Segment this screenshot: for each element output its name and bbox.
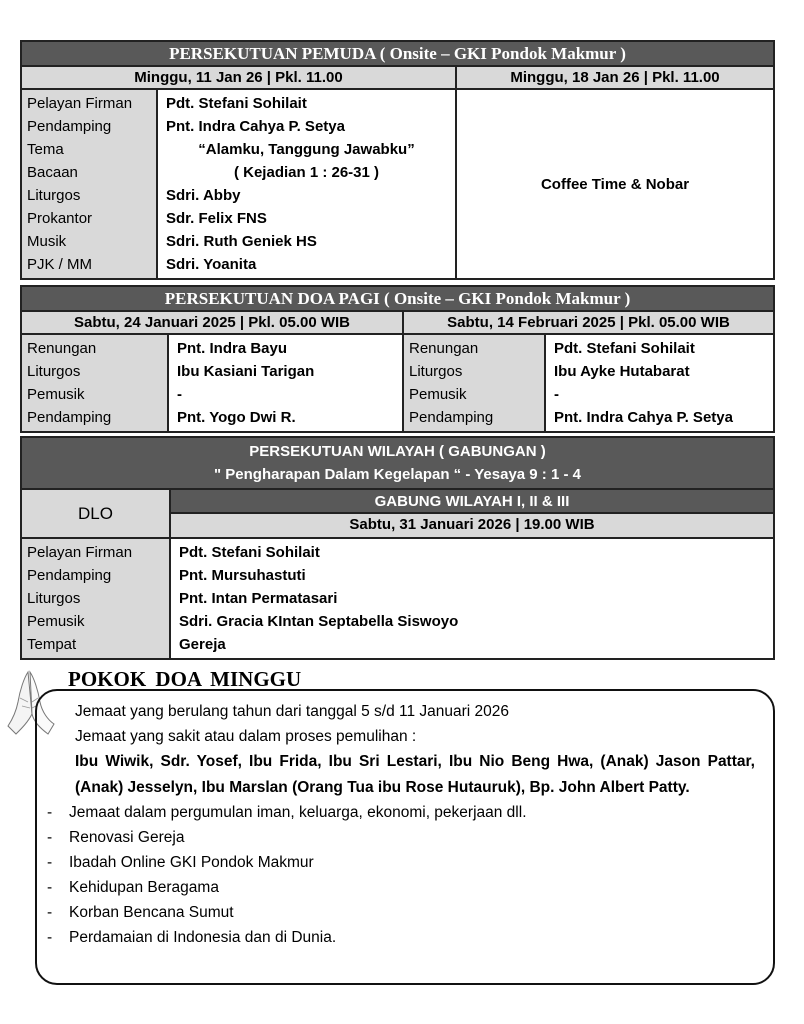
doa-pagi-table bbox=[20, 285, 775, 433]
pemuda-right-event: Coffee Time & Nobar bbox=[540, 175, 690, 193]
birthday-line: Jemaat yang berulang tahun dari tanggal 5 s/d 11 Januari 2026 bbox=[75, 703, 510, 720]
pemuda-title: PERSEKUTUAN PEMUDA ( Onsite – GKI Pondok Makmur ) bbox=[22, 42, 773, 67]
row-label: Liturgos bbox=[27, 187, 81, 204]
row-value: Ibu Ayke Hutabarat bbox=[554, 363, 690, 380]
wilayah-group: GABUNG WILAYAH I, II & III bbox=[171, 490, 773, 514]
row-value: Pdt. Stefani Sohilait bbox=[554, 340, 695, 357]
row-label: Pemusik bbox=[27, 613, 85, 630]
row-label: Tempat bbox=[27, 636, 77, 653]
row-label: Prokantor bbox=[27, 210, 93, 227]
row-value: Pdt. Stefani Sohilait bbox=[166, 95, 307, 112]
pokok-doa-box bbox=[35, 689, 775, 985]
row-value: Sdr. Felix FNS bbox=[166, 210, 267, 227]
prayer-items bbox=[47, 800, 755, 950]
pemuda-date-right: Minggu, 18 Jan 26 | Pkl. 11.00 bbox=[510, 69, 720, 86]
prayer-item bbox=[47, 825, 755, 850]
dlo-label: DLO bbox=[22, 490, 171, 537]
row-value: Sdri. Ruth Geniek HS bbox=[166, 233, 317, 250]
doa-pagi-left-values bbox=[169, 335, 404, 431]
doa-pagi-date-right: Sabtu, 14 Februari 2025 | Pkl. 05.00 WIB bbox=[447, 314, 730, 331]
row-value: Ibu Kasiani Tarigan bbox=[177, 363, 315, 380]
row-value: Pdt. Stefani Sohilait bbox=[179, 544, 320, 561]
row-value: - bbox=[177, 386, 182, 403]
pemuda-dates bbox=[22, 67, 773, 90]
prayer-item bbox=[47, 925, 755, 950]
wilayah-labels bbox=[22, 539, 171, 658]
row-value: Sdri. Yoanita bbox=[166, 256, 257, 273]
row-value: Pnt. Indra Cahya P. Setya bbox=[166, 118, 345, 135]
row-label: Liturgos bbox=[409, 363, 463, 380]
row-label: Pendamping bbox=[27, 409, 112, 426]
pemuda-values bbox=[158, 90, 457, 278]
row-label: Renungan bbox=[27, 340, 97, 357]
row-label: Tema bbox=[27, 141, 64, 158]
row-value: Sdri. Gracia KIntan Septabella Siswoyo bbox=[179, 613, 459, 630]
row-label: Pemusik bbox=[409, 386, 467, 403]
row-label: PJK / MM bbox=[27, 256, 93, 273]
sick-line: Jemaat yang sakit atau dalam proses pemulihan : bbox=[75, 728, 417, 745]
row-value: ( Kejadian 1 : 26-31 ) bbox=[233, 164, 380, 181]
row-value: Pnt. Indra Bayu bbox=[177, 340, 288, 357]
prayer-item-text: Renovasi Gereja bbox=[69, 829, 185, 846]
pemuda-table bbox=[20, 40, 775, 280]
row-label: Liturgos bbox=[27, 363, 81, 380]
prayer-item bbox=[47, 875, 755, 900]
row-label: Pemusik bbox=[27, 386, 85, 403]
prayer-item-text: Perdamaian di Indonesia dan di Dunia. bbox=[69, 929, 337, 946]
row-label: Renungan bbox=[409, 340, 479, 357]
wilayah-table bbox=[20, 436, 775, 660]
row-label: Pendamping bbox=[27, 118, 112, 135]
row-label: Pelayan Firman bbox=[27, 95, 133, 112]
row-label: Liturgos bbox=[27, 590, 81, 607]
doa-pagi-left-labels bbox=[22, 335, 169, 431]
row-value: Gereja bbox=[179, 636, 226, 653]
row-value: Sdri. Abby bbox=[166, 187, 241, 204]
doa-pagi-right-values bbox=[546, 335, 773, 431]
prayer-item-text: Ibadah Online GKI Pondok Makmur bbox=[69, 854, 314, 871]
doa-pagi-dates bbox=[22, 312, 773, 335]
wilayah-date: Sabtu, 31 Januari 2026 | 19.00 WIB bbox=[171, 514, 773, 537]
pemuda-date-left: Minggu, 11 Jan 26 | Pkl. 11.00 bbox=[22, 67, 457, 88]
row-label: Pelayan Firman bbox=[27, 544, 133, 561]
row-label: Pendamping bbox=[27, 567, 112, 584]
prayer-item bbox=[47, 850, 755, 875]
wilayah-theme: " Pengharapan Dalam Kegelapan “ - Yesaya 9 : 1 - 4 bbox=[214, 466, 581, 483]
row-value: Pnt. Intan Permatasari bbox=[179, 590, 338, 607]
pemuda-labels bbox=[22, 90, 158, 278]
row-value: Pnt. Yogo Dwi R. bbox=[177, 409, 296, 426]
prayer-item-text: Korban Bencana Sumut bbox=[69, 904, 234, 921]
bullet: - bbox=[47, 879, 53, 896]
wilayah-values bbox=[171, 539, 773, 658]
doa-pagi-title: PERSEKUTUAN DOA PAGI ( Onsite – GKI Pondok Makmur ) bbox=[22, 287, 773, 312]
bullet: - bbox=[47, 929, 53, 946]
row-label: Musik bbox=[27, 233, 67, 250]
bullet: - bbox=[47, 904, 53, 921]
prayer-item bbox=[47, 800, 755, 825]
bullet: - bbox=[47, 804, 53, 821]
bullet: - bbox=[47, 854, 53, 871]
wilayah-title: PERSEKUTUAN WILAYAH ( GABUNGAN ) bbox=[249, 443, 546, 460]
row-label: Bacaan bbox=[27, 164, 78, 181]
row-label: Pendamping bbox=[409, 409, 494, 426]
sick-names: Ibu Wiwik, Sdr. Yosef, Ibu Frida, Ibu Sri Lestari, Ibu Nio Beng Hwa, (Anak) Jason Pattar, (Anak) Jesselyn, Ibu Marslan (Orang Tua ibu Rose Hutauruk), Bp. John Albert Patty. bbox=[75, 753, 755, 796]
row-value: Pnt. Mursuhastuti bbox=[179, 567, 306, 584]
row-value: - bbox=[554, 386, 559, 403]
row-value: “Alamku, Tanggung Jawabku” bbox=[198, 141, 415, 158]
doa-pagi-date-left: Sabtu, 24 Januari 2025 | Pkl. 05.00 WIB bbox=[22, 312, 404, 333]
prayer-item-text: Kehidupan Beragama bbox=[69, 879, 219, 896]
doa-pagi-right-labels bbox=[404, 335, 546, 431]
row-value: Pnt. Indra Cahya P. Setya bbox=[554, 409, 733, 426]
prayer-item-text: Jemaat dalam pergumulan iman, keluarga, ekonomi, pekerjaan dll. bbox=[69, 804, 527, 821]
pokok-doa-title: POKOK DOA MINGGU bbox=[68, 667, 302, 691]
bullet: - bbox=[47, 829, 53, 846]
wilayah-header bbox=[22, 438, 773, 490]
prayer-item bbox=[47, 900, 755, 925]
